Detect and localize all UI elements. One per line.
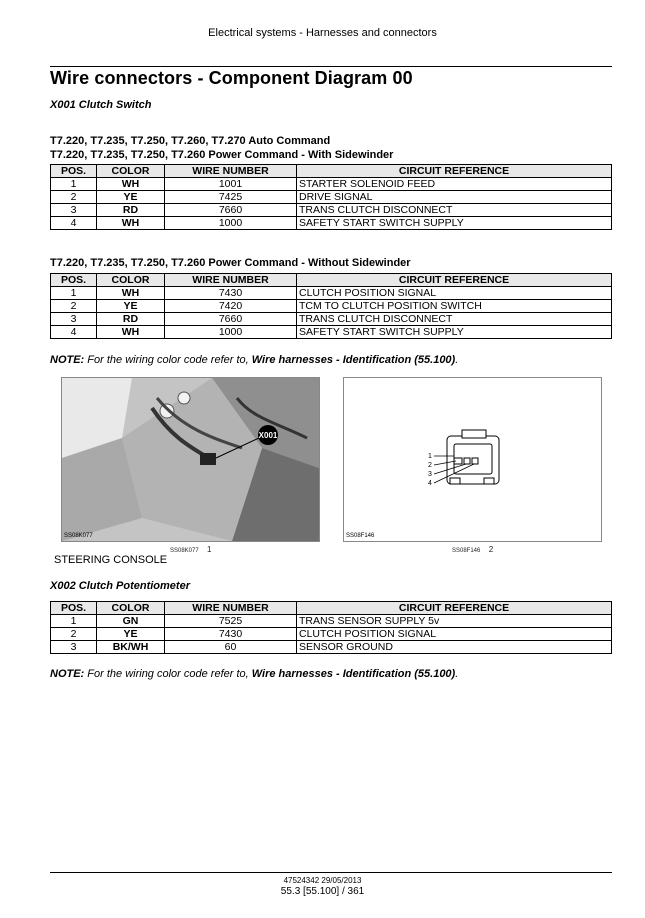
cell-pos: 4 [51,326,97,339]
cell-wire: 1001 [165,178,297,191]
table-row [51,204,612,217]
cell-circuit: TRANS SENSOR SUPPLY 5v [297,615,612,628]
cell-circuit: TRANS CLUTCH DISCONNECT [297,313,612,326]
note-link[interactable]: Wire harnesses - Identification (55.100) [251,668,456,680]
col-header-circuit: CIRCUIT REFERENCE [297,165,612,178]
diagram-ref-num: 2 [488,545,494,554]
x002-heading: X002 Clutch Potentiometer [50,580,190,592]
cell-circuit: CLUTCH POSITION SIGNAL [297,628,612,641]
pin-label-2: 2 [428,462,432,469]
cell-color: WH [97,326,165,339]
cell-circuit: SENSOR GROUND [297,641,612,654]
cell-pos: 3 [51,641,97,654]
model-line: T7.220, T7.235, T7.250, T7.260, T7.270 Auto Command [50,135,331,147]
photo-ref-code: SS08K077 [170,548,199,554]
figure-caption: STEERING CONSOLE [54,554,168,566]
table-header-row [51,165,612,178]
table-header-row [51,274,612,287]
col-header-color: COLOR [97,602,165,615]
wiring-note [50,668,458,680]
cell-wire: 7430 [165,628,297,641]
cell-pos: 2 [51,628,97,641]
table-row [51,178,612,191]
pin-label-4: 4 [428,480,432,487]
cell-wire: 7660 [165,204,297,217]
photo-code: SS08K077 [64,533,93,539]
table-row [51,313,612,326]
col-header-pos: POS. [51,602,97,615]
diagram-ref [452,545,493,554]
cell-color: RD [97,204,165,217]
x001-table-1 [50,164,612,230]
note-suffix: . [455,668,459,680]
cell-wire: 60 [165,641,297,654]
cell-wire: 7420 [165,300,297,313]
col-header-circuit: CIRCUIT REFERENCE [297,274,612,287]
table-row [51,615,612,628]
footer-page-ref: 55.3 [55.100] / 361 [280,886,365,897]
model-line: T7.220, T7.235, T7.250, T7.260 Power Command - With Sidewinder [50,149,394,161]
cell-pos: 2 [51,191,97,204]
cell-pos: 3 [51,204,97,217]
x001-callout-label: X001 [258,431,278,440]
col-header-circuit: CIRCUIT REFERENCE [297,602,612,615]
wiring-note [50,354,458,366]
footer-rule [50,872,612,873]
col-header-wire: WIRE NUMBER [165,165,297,178]
x001-heading: X001 Clutch Switch [50,99,152,111]
cell-circuit: TCM TO CLUTCH POSITION SWITCH [297,300,612,313]
cell-pos: 1 [51,287,97,300]
diagram-ref-code: SS08F146 [452,548,481,554]
cell-color: GN [97,615,165,628]
cell-wire: 7660 [165,313,297,326]
note-prefix: NOTE: [50,668,85,680]
table-row [51,191,612,204]
pin-label-3: 3 [428,471,432,478]
x001-table-2 [50,273,612,339]
diagram-code: SS08F146 [346,533,375,539]
cell-color: BK/WH [97,641,165,654]
header-rule [50,66,612,67]
cell-color: YE [97,191,165,204]
cell-color: YE [97,628,165,641]
cell-pos: 3 [51,313,97,326]
note-suffix: . [455,354,459,366]
cell-wire: 1000 [165,217,297,230]
cell-pos: 1 [51,615,97,628]
cell-color: WH [97,178,165,191]
table2-model: T7.220, T7.235, T7.250, T7.260 Power Command - Without Sidewinder [50,257,411,269]
page-title: Wire connectors - Component Diagram 00 [50,68,413,88]
note-text: For the wiring color code refer to, [84,668,252,680]
photo-ref-num: 1 [207,545,212,554]
cell-circuit: TRANS CLUTCH DISCONNECT [297,204,612,217]
footer-doc-code: 47524342 29/05/2013 [283,876,362,885]
steering-console-photo [61,377,320,542]
table-row [51,217,612,230]
connector-diagram [343,377,602,542]
col-header-pos: POS. [51,274,97,287]
table-row [51,287,612,300]
table-row [51,641,612,654]
cell-color: RD [97,313,165,326]
cell-pos: 4 [51,217,97,230]
note-link[interactable]: Wire harnesses - Identification (55.100) [251,354,456,366]
x002-table [50,601,612,654]
cell-color: WH [97,217,165,230]
photo-ref [170,545,212,554]
cell-wire: 7430 [165,287,297,300]
running-header: Electrical systems - Harnesses and connectors [208,27,437,39]
photo-illustration [62,378,319,541]
cell-wire: 7525 [165,615,297,628]
col-header-wire: WIRE NUMBER [165,602,297,615]
cell-pos: 2 [51,300,97,313]
cell-circuit: CLUTCH POSITION SIGNAL [297,287,612,300]
col-header-pos: POS. [51,165,97,178]
cell-color: YE [97,300,165,313]
col-header-wire: WIRE NUMBER [165,274,297,287]
cell-wire: 1000 [165,326,297,339]
table-row [51,326,612,339]
table-header-row [51,602,612,615]
cell-circuit: SAFETY START SWITCH SUPPLY [297,326,612,339]
pin-label-1: 1 [428,453,432,460]
note-text: For the wiring color code refer to, [84,354,252,366]
cell-color: WH [97,287,165,300]
cell-wire: 7425 [165,191,297,204]
note-prefix: NOTE: [50,354,85,366]
col-header-color: COLOR [97,274,165,287]
cell-circuit: STARTER SOLENOID FEED [297,178,612,191]
table-row [51,628,612,641]
table1-models [50,134,393,162]
connector-illustration [344,378,601,541]
cell-circuit: DRIVE SIGNAL [297,191,612,204]
cell-pos: 1 [51,178,97,191]
cell-circuit: SAFETY START SWITCH SUPPLY [297,217,612,230]
table-row [51,300,612,313]
col-header-color: COLOR [97,165,165,178]
